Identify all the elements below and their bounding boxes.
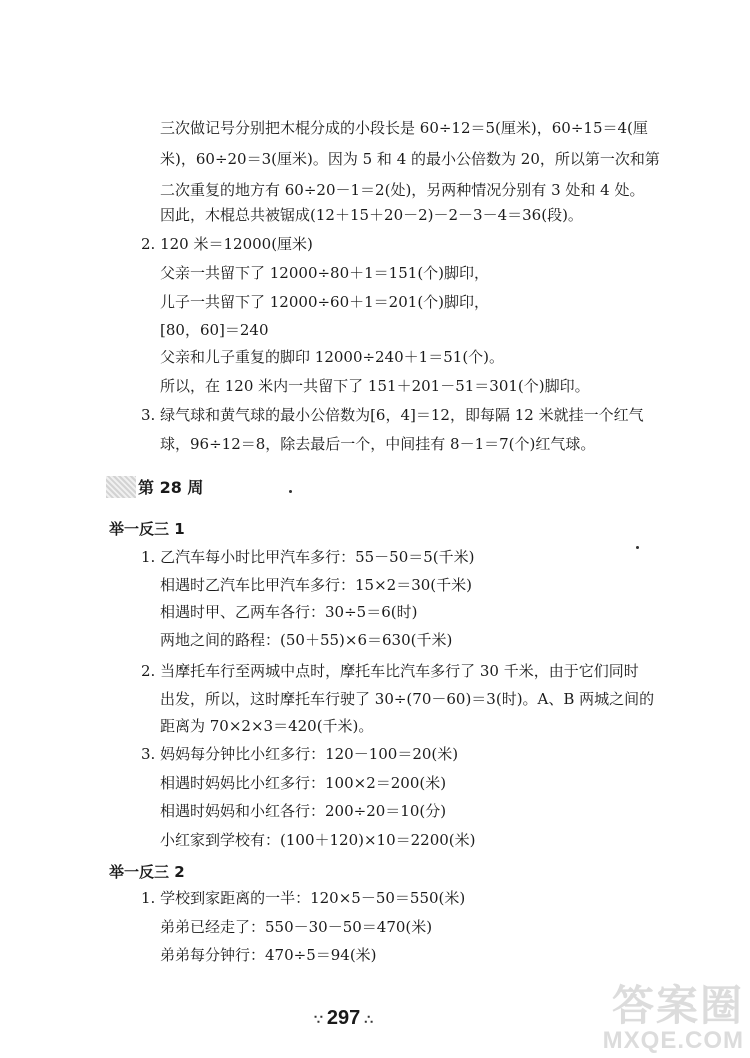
solution-line: 所以，在 120 米内一共留下了 151＋201－51＝301(个)脚印。 bbox=[160, 377, 590, 395]
solution-line: [80，60]＝240 bbox=[160, 321, 269, 339]
item-title: 3. 妈妈每分钟比小红多行：120－100＝20(米) bbox=[141, 745, 459, 763]
paragraph-line: 二次重复的地方有 60÷20－1＝2(处)，另两种情况分别有 3 处和 4 处。 bbox=[160, 181, 645, 199]
item-title: 1. 乙汽车每小时比甲汽车多行：55－50＝5(千米) bbox=[141, 548, 475, 566]
watermark-logo bbox=[603, 984, 744, 1054]
item-title: 1. 学校到家距离的一半：120×5－50＝550(米) bbox=[141, 889, 466, 907]
solution-line: 小红家到学校有：(100＋120)×10＝2200(米) bbox=[160, 831, 476, 849]
dots-ornament-left: ∵ bbox=[314, 1011, 323, 1027]
solution-line: 球，96÷12＝8，除去最后一个，中间挂有 8－1＝7(个)红气球。 bbox=[160, 435, 596, 453]
solution-line: 弟弟已经走了：550－30－50＝470(米) bbox=[160, 918, 433, 936]
week-title: 第 28 周 bbox=[138, 478, 204, 497]
section-heading: 举一反三 2 bbox=[109, 863, 185, 881]
solution-line: 儿子一共留下了 12000÷60＋1＝201(个)脚印， bbox=[160, 293, 490, 311]
paragraph-line: 因此，木棍总共被锯成(12＋15＋20－2)－2－3－4＝36(段)。 bbox=[160, 206, 583, 224]
solution-line: 距离为 70×2×3＝420(千米)。 bbox=[160, 717, 374, 735]
item-title: 3. 绿气球和黄气球的最小公倍数为[6，4]＝12，即每隔 12 米就挂一个红气 bbox=[141, 406, 644, 424]
solution-line: 相遇时妈妈和小红各行：200÷20＝10(分) bbox=[160, 802, 447, 820]
solution-line: 父亲和儿子重复的脚印 12000÷240＋1＝51(个)。 bbox=[160, 348, 505, 366]
solution-line: 父亲一共留下了 12000÷80＋1＝151(个)脚印， bbox=[160, 264, 490, 282]
item-title: 2. 当摩托车行至两城中点时，摩托车比汽车多行了 30 千米，由于它们同时 bbox=[141, 662, 639, 680]
page-number-value: 297 bbox=[326, 1007, 361, 1029]
watermark-top: 答案圈 bbox=[611, 982, 744, 1029]
paragraph-line: 三次做记号分别把木棍分成的小段长是 60÷12＝5(厘米)，60÷15＝4(厘 bbox=[160, 119, 648, 137]
week-header-mark bbox=[106, 476, 136, 498]
speck bbox=[636, 546, 639, 549]
solution-line: 相遇时妈妈比小红多行：100×2＝200(米) bbox=[160, 774, 447, 792]
solution-line: 弟弟每分钟行：470÷5＝94(米) bbox=[160, 946, 377, 964]
solution-line: 相遇时甲、乙两车各行：30÷5＝6(时) bbox=[160, 603, 418, 621]
watermark-url: MXQE.COM bbox=[602, 1027, 744, 1054]
speck bbox=[289, 490, 292, 493]
solution-line: 相遇时乙汽车比甲汽车多行：15×2＝30(千米) bbox=[160, 576, 472, 594]
dots-ornament-right: ∴ bbox=[364, 1011, 374, 1027]
item-title: 2. 120 米＝12000(厘米) bbox=[141, 235, 313, 253]
section-heading: 举一反三 1 bbox=[109, 520, 185, 538]
paragraph-line: 米)，60÷20＝3(厘米)。因为 5 和 4 的最小公倍数为 20，所以第一次和第 bbox=[160, 150, 660, 168]
solution-line: 两地之间的路程：(50＋55)×6＝630(千米) bbox=[160, 631, 453, 649]
solution-line: 出发，所以，这时摩托车行驶了 30÷(70－60)＝3(时)。A、B 两城之间的 bbox=[160, 690, 655, 708]
page-number bbox=[314, 1006, 373, 1031]
